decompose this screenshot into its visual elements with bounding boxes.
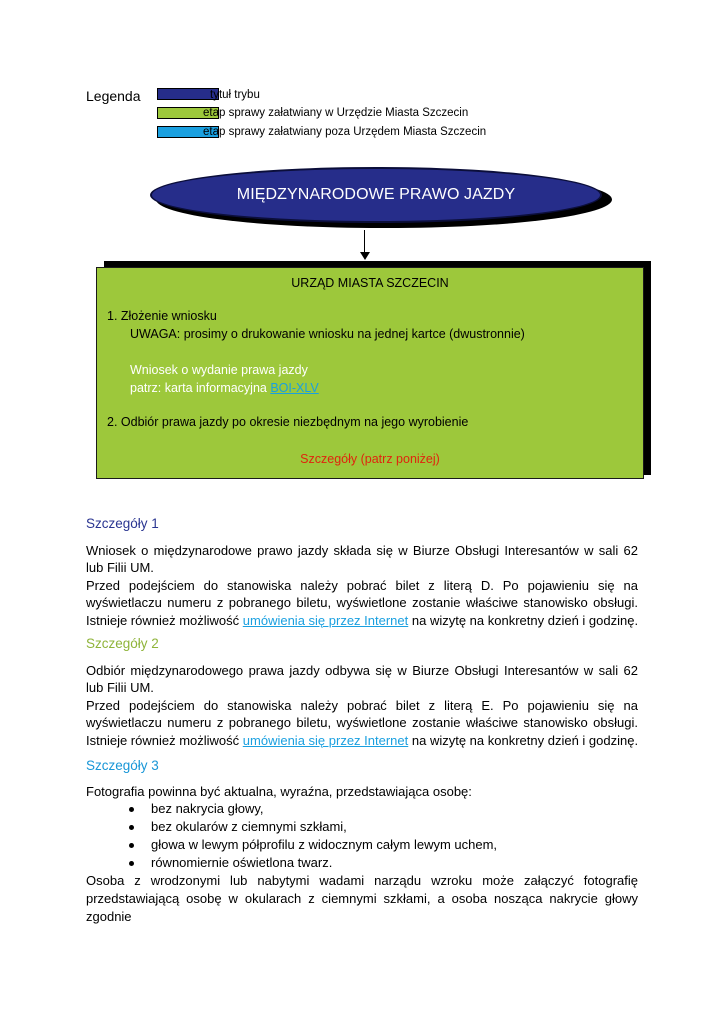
office-box bbox=[96, 267, 644, 479]
appointment-link-1[interactable]: umówienia się przez Internet bbox=[242, 613, 409, 628]
bullet-dot bbox=[129, 861, 134, 866]
step-1: 1. Złożenie wniosku bbox=[107, 309, 217, 323]
section-3-line-2: przedstawiającą osobę w okularach z ciemnymi szkłami, a osoba nosząca nakrycie głowy bbox=[86, 891, 638, 906]
step-2: 2. Odbiór prawa jazdy po okresie niezbędnym na jego wyrobienie bbox=[107, 415, 469, 429]
section-2-line-1: Odbiór międzynarodowego prawa jazdy odbywa się w Biurze Obsługi Interesantów w sali 62 bbox=[86, 663, 638, 678]
photo-requirement-1: bez nakrycia głowy, bbox=[151, 801, 264, 816]
legend-title: Legenda bbox=[86, 88, 141, 104]
photo-requirement-2: bez okularów z ciemnymi szkłami, bbox=[151, 819, 347, 834]
procedure-title: MIĘDZYNARODOWE PRAWO JAZDY bbox=[150, 167, 602, 223]
section-1-line-5-suffix: na wizytę na konkretny dzień i godzinę. bbox=[408, 613, 639, 628]
section-2-heading: Szczegóły 2 bbox=[86, 636, 159, 651]
section-1-line-3: Przed podejściem do stanowiska należy pobrać bilet z literą D. Po pojawieniu się na bbox=[86, 578, 638, 593]
print-note: UWAGA: prosimy o drukowanie wniosku na jednej kartce (dwustronnie) bbox=[130, 327, 525, 341]
section-2-line-4: wyświetlaczu numeru z pobranego biletu, wyświetlone zostanie właściwe stanowisko obsługi. bbox=[86, 715, 638, 730]
boi-xlv-link[interactable]: BOI-XLV bbox=[270, 381, 319, 395]
legend-label-in-office: etap sprawy załatwiany w Urzędzie Miasta Szczecin bbox=[203, 107, 469, 119]
details-note: Szczegóły (patrz poniżej) bbox=[300, 452, 440, 466]
see-card-line bbox=[130, 381, 319, 395]
bullet-dot bbox=[129, 825, 134, 830]
bullet-dot bbox=[129, 807, 134, 812]
office-box-heading: URZĄD MIASTA SZCZECIN bbox=[291, 276, 449, 290]
section-1-line-5-prefix: Istnieje również możliwość bbox=[86, 613, 243, 628]
section-3-line-3: zgodnie bbox=[86, 909, 132, 924]
section-2-line-5 bbox=[86, 732, 638, 750]
section-2-line-5-prefix: Istnieje również możliwość bbox=[86, 733, 243, 748]
apply-line: Wniosek o wydanie prawa jazdy bbox=[130, 363, 308, 377]
section-1-line-1: Wniosek o międzynarodowe prawo jazdy składa się w Biurze Obsługi Interesantów w sali 62 bbox=[86, 543, 638, 558]
section-1-heading: Szczegóły 1 bbox=[86, 516, 159, 531]
section-1-line-2: lub Filii UM. bbox=[86, 560, 154, 575]
see-card-prefix: patrz: karta informacyjna bbox=[130, 381, 271, 395]
appointment-link-2[interactable]: umówienia się przez Internet bbox=[242, 733, 409, 748]
section-3-heading: Szczegóły 3 bbox=[86, 758, 159, 773]
section-2-line-5-suffix: na wizytę na konkretny dzień i godzinę. bbox=[408, 733, 639, 748]
section-1-line-5 bbox=[86, 612, 638, 630]
section-1-line-4: wyświetlaczu numeru z pobranego biletu, wyświetlone zostanie właściwe stanowisko obsługi. bbox=[86, 595, 638, 610]
photo-requirement-4: równomiernie oświetlona twarz. bbox=[151, 855, 333, 870]
legend-label-outside-office: etap sprawy załatwiany poza Urzędem Miasta Szczecin bbox=[203, 126, 487, 138]
flow-arrow-head bbox=[360, 252, 370, 260]
section-3-line-1: Osoba z wrodzonymi lub nabytymi wadami narządu wzroku może załączyć fotografię bbox=[86, 873, 638, 888]
section-2-line-2: lub Filii UM. bbox=[86, 680, 154, 695]
legend-label-title: tytuł trybu bbox=[210, 89, 260, 101]
photo-requirement-3: głowa w lewym półprofilu z widocznym całym lewym uchem, bbox=[151, 837, 498, 852]
bullet-dot bbox=[129, 843, 134, 848]
section-3-intro: Fotografia powinna być aktualna, wyraźna, przedstawiająca osobę: bbox=[86, 784, 472, 799]
section-2-line-3: Przed podejściem do stanowiska należy pobrać bilet z literą E. Po pojawieniu się na bbox=[86, 698, 638, 713]
flow-arrow-line bbox=[364, 230, 365, 254]
